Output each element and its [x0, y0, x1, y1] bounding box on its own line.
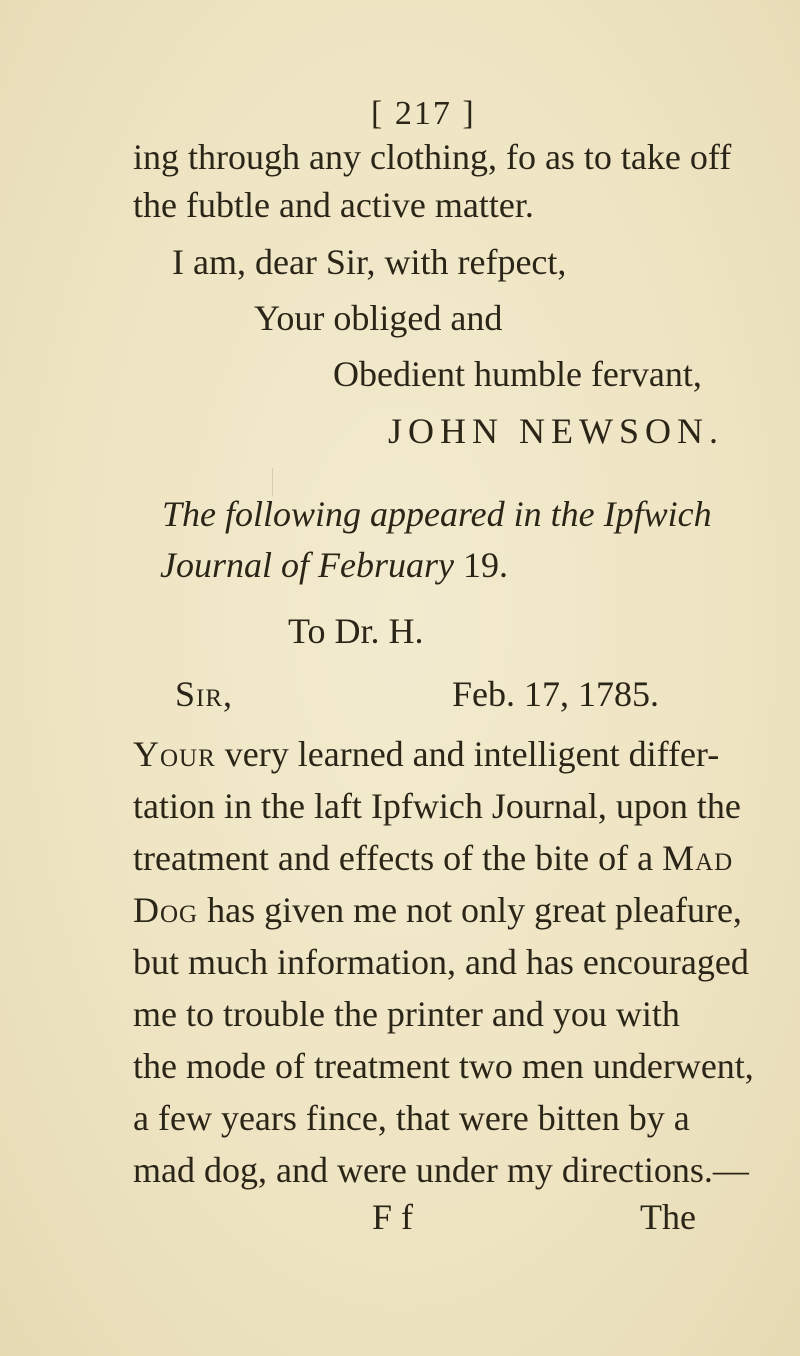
body-line-2: the fubtle and active matter.	[133, 185, 534, 225]
salutation: Sir,	[175, 674, 234, 714]
letter-line-6: me to trouble the printer and you with	[133, 994, 680, 1034]
dog-word: Dog	[133, 890, 199, 930]
letter-line-4-text: has given me not only great pleafure,	[207, 890, 742, 930]
letter-line-1	[133, 732, 719, 776]
letter-line-1-rest: very learned and intelligent differ-	[224, 734, 720, 774]
body-line-1: ing through any clothing, fo as to take off	[133, 137, 732, 177]
catchword: The	[640, 1197, 696, 1237]
letter-line-2: tation in the laft Ipfwich Journal, upon the	[133, 786, 741, 826]
closing-line-1: I am, dear Sir, with refpect,	[172, 242, 567, 282]
addressee: To Dr. H.	[288, 611, 424, 651]
letter-line-3-text: treatment and effects of the bite of a	[133, 838, 654, 878]
closing-line-3: Obedient humble fervant,	[333, 354, 702, 394]
notice-line-1: The following appeared in the Ipfwich	[162, 494, 712, 534]
letter-line-5: but much information, and has encouraged	[133, 942, 749, 982]
signature-mark: F f	[372, 1197, 414, 1237]
notice-line-2	[160, 543, 508, 587]
letter-line-9: mad dog, and were under my directions.—	[133, 1150, 749, 1190]
letter-line-3	[133, 836, 733, 880]
letter-date: Feb. 17, 1785.	[452, 674, 659, 714]
notice-date-number: 19.	[462, 545, 508, 585]
page-number-header: [ 217 ]	[371, 95, 476, 132]
mad-word: Mad	[662, 838, 734, 878]
closing-line-2: Your obliged and	[254, 298, 503, 338]
letter-line-4	[133, 888, 742, 932]
opening-word: Your	[133, 734, 216, 774]
signature-name: JOHN NEWSON.	[388, 411, 724, 451]
letter-line-7: the mode of treatment two men underwent,	[133, 1046, 754, 1086]
notice-journal-text: Journal of February	[160, 545, 454, 585]
letter-line-8: a few years fince, that were bitten by a	[133, 1098, 690, 1138]
